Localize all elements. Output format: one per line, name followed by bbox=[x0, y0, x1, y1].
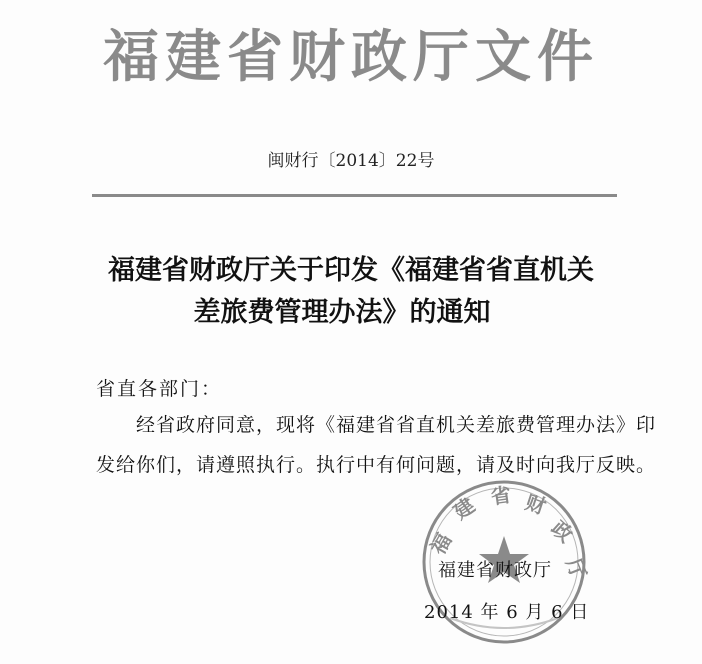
svg-text:政: 政 bbox=[546, 515, 578, 548]
body-paragraph bbox=[96, 405, 666, 485]
body-line-2: 发给你们，请遵照执行。执行中有何问题，请及时向我厅反映。 bbox=[96, 454, 657, 476]
svg-text:福: 福 bbox=[425, 529, 457, 559]
svg-text:财: 财 bbox=[522, 489, 549, 519]
salutation: 省直各部门： bbox=[96, 378, 223, 400]
notice-title-line-2: 差旅费管理办法》的通知 bbox=[193, 297, 491, 328]
header-divider bbox=[92, 194, 617, 197]
issuer-header-title: 福建省财政厅文件 bbox=[103, 25, 599, 90]
notice-title-line-1: 福建省财政厅关于印发《福建省省直机关 bbox=[108, 255, 594, 286]
notice-title bbox=[0, 250, 702, 334]
document-number: 闽财行〔2014〕22号 bbox=[267, 151, 435, 171]
issue-date: 2014 年 6 月 6 日 bbox=[424, 602, 590, 623]
svg-text:建: 建 bbox=[449, 492, 480, 525]
signature-issuer: 福建省财政厅 bbox=[438, 560, 552, 581]
svg-text:省: 省 bbox=[489, 482, 513, 509]
svg-text:厅: 厅 bbox=[561, 554, 592, 583]
body-line-1: 经省政府同意，现将《福建省省直机关差旅费管理办法》印 bbox=[136, 414, 657, 436]
